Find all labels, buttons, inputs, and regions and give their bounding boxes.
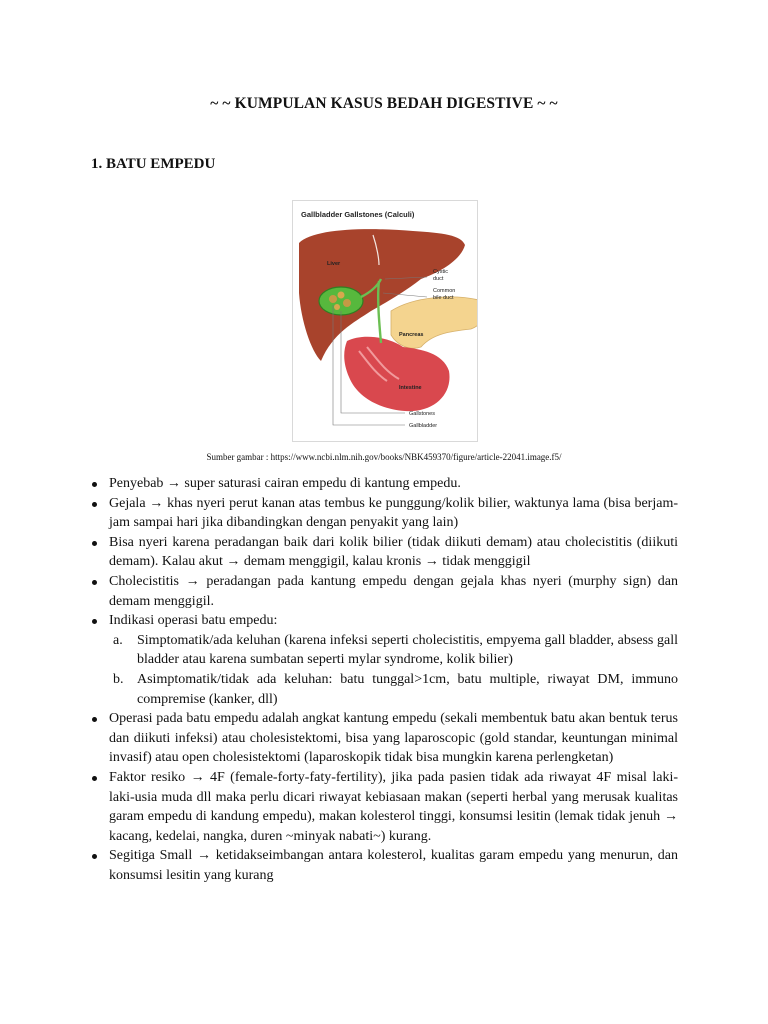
- bullet-icon: [92, 776, 97, 781]
- pancreas-shape: [391, 297, 477, 348]
- label-common-bile-duct-2: bile duct: [433, 295, 454, 301]
- bullet-icon: [92, 541, 97, 546]
- gallbladder-illustration: [292, 200, 478, 442]
- label-intestine: Intestine: [399, 385, 422, 391]
- label-cystic-duct-2: duct: [433, 276, 444, 282]
- bullet-icon: [92, 482, 97, 487]
- anatomy-diagram: [293, 201, 477, 441]
- gallstone: [334, 304, 340, 310]
- page-title: ~ ~ KUMPULAN KASUS BEDAH DIGESTIVE ~ ~: [210, 95, 558, 112]
- gallstone: [338, 292, 345, 299]
- list-item: Segitiga Small → ketidakseimbangan antara kolesterol, kualitas garam empedu yang menurun, dan konsumsi lesitin yang kurang: [91, 846, 678, 885]
- list-item: Bisa nyeri karena peradangan baik dari kolik bilier (tidak diikuti demam) atau cholecistitis (diikuti demam). Kalau akut → demam menggigil, kalau kronis → tidak menggigil: [91, 533, 678, 572]
- sub-list-item: b. Asimptomatik/tidak ada keluhan: batu tunggal>1cm, batu multiple, riwayat DM, immuno compremise (kanker, dll): [113, 671, 678, 707]
- bullet-icon: [92, 854, 97, 859]
- list-item: Penyebab → super saturasi cairan empedu di kantung empedu.: [91, 474, 678, 494]
- section-heading: 1. BATU EMPEDU: [91, 156, 216, 172]
- label-common-bile-duct: Common: [433, 288, 456, 294]
- figure-caption: Sumber gambar : https://www.ncbi.nlm.nih.gov/books/NBK459370/figure/article-22041.image.f5/: [206, 452, 562, 462]
- figure-heading: Gallbladder Gallstones (Calculi): [301, 210, 415, 219]
- intestine-shape: [344, 337, 449, 411]
- sub-list-item: a. Simptomatik/ada keluhan (karena infeksi seperti cholecistitis, empyema gall bladder, absess gall bladder atau karena sumbatan seperti mylar syndrome, kolik bilier): [113, 632, 678, 668]
- bullet-icon: [92, 619, 97, 624]
- list-item: Operasi pada batu empedu adalah angkat kantung empedu (sekali membentuk batu akan bentuk terus dan diikuti infeksi) atau cholesistektomi, bisa yang laparoscopic (gold standar, keuntungan minimal invasif) atau open cholesistektomi (laparoskopik tidak bisa mungkin karena perlengketan): [91, 709, 678, 768]
- label-gallstones: Gallstones: [409, 411, 435, 417]
- label-gallbladder: Gallbladder: [409, 423, 438, 429]
- label-cystic-duct: Cystic: [433, 269, 448, 275]
- list-item: Gejala → khas nyeri perut kanan atas tembus ke punggung/kolik bilier, waktunya lama (bisa berjam-jam sampai hari jika dibandingkan dengan penyakit yang lain): [91, 494, 678, 533]
- gallbladder-shape: [319, 287, 363, 315]
- list-item: Cholecistitis → peradangan pada kantung empedu dengan gejala khas nyeri (murphy sign) dan demam menggigil.: [91, 572, 678, 611]
- gallstone: [329, 295, 337, 303]
- list-item: Indikasi operasi batu empedu:: [91, 611, 678, 631]
- gallstone: [343, 299, 351, 307]
- label-liver: Liver: [327, 261, 341, 267]
- bullet-list: [91, 474, 678, 885]
- bullet-icon: [92, 717, 97, 722]
- bullet-icon: [92, 580, 97, 585]
- label-pancreas: Pancreas: [399, 332, 424, 338]
- bullet-icon: [92, 502, 97, 507]
- list-item: Faktor resiko → 4F (female-forty-faty-fertility), jika pada pasien tidak ada riwayat 4F misal laki-laki-usia muda dll maka perlu dicari riwayat kebiasaan makan (seperti herbal yang merusak kualitas garam empedu di kandung empedu), makan kolesterol tinggi, konsumsi lesitin (lemak tidak jenuh → kacang, kedelai, nangka, duren ~minyak nabati~) kurang.: [91, 768, 678, 846]
